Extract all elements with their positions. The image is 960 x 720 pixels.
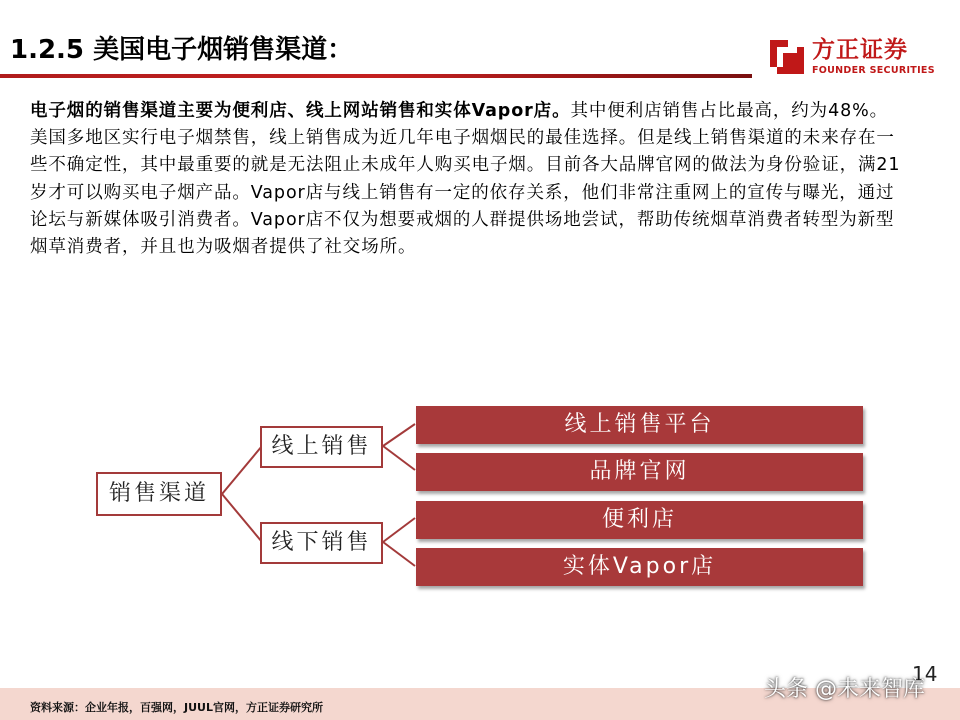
branch-node-online: 线上销售 <box>260 426 383 468</box>
body-paragraph <box>30 98 902 261</box>
branch-node-offline: 线下销售 <box>260 522 383 564</box>
connector-online-official <box>383 446 415 470</box>
founder-logo-icon <box>768 38 806 76</box>
connector-root-online <box>222 446 262 494</box>
logo-chinese-name: 方正证券 <box>812 37 908 63</box>
leaf-node-online-platform: 线上销售平台 <box>416 406 863 444</box>
leaf-node-brand-website: 品牌官网 <box>416 453 863 491</box>
page-title: 1.2.5 美国电子烟销售渠道： <box>10 35 354 65</box>
connector-offline-store <box>383 518 415 542</box>
paragraph-text: 其中便利店销售占比最高，约为48%。美国多地区实行电子烟禁售，线上销售成为近几年电子烟烟民的最佳选择。但是线上销售渠道的未来存在一些不确定性，其中最重要的就是无法阻止未成年人购买电子烟。目前各大品牌官网的做法为身份验证，满21岁才可以购买电子烟产品。Vapor店与线上销售有一定的依存关系，他们非常注重网上的宣传与曝光，通过论坛与新媒体吸引消费者。Vapor店不仅为想要戒烟的人群提供场地尝试，帮助传统烟草消费者转型为新型烟草消费者，并且也为吸烟者提供了社交场所。 <box>30 101 901 258</box>
paragraph-lead: 电子烟的销售渠道主要为便利店、线上网站销售和实体Vapor店。 <box>30 101 571 121</box>
title-divider <box>0 74 752 78</box>
connector-root-offline <box>222 494 262 542</box>
founder-securities-logo <box>768 36 948 80</box>
connector-online-platform <box>383 424 415 446</box>
leaf-node-vapor-store: 实体Vapor店 <box>416 548 863 586</box>
leaf-node-convenience-store: 便利店 <box>416 501 863 539</box>
source-note: 资料来源：企业年报，百强网，JUUL官网，方正证券研究所 <box>30 701 323 714</box>
sales-channel-diagram <box>0 390 960 600</box>
logo-english-name: FOUNDER SECURITIES <box>812 65 935 76</box>
connector-offline-vapor <box>383 542 415 566</box>
watermark: 头条 @未来智库 <box>764 677 925 702</box>
page-number: 14 <box>912 662 938 686</box>
root-node: 销售渠道 <box>96 472 222 516</box>
